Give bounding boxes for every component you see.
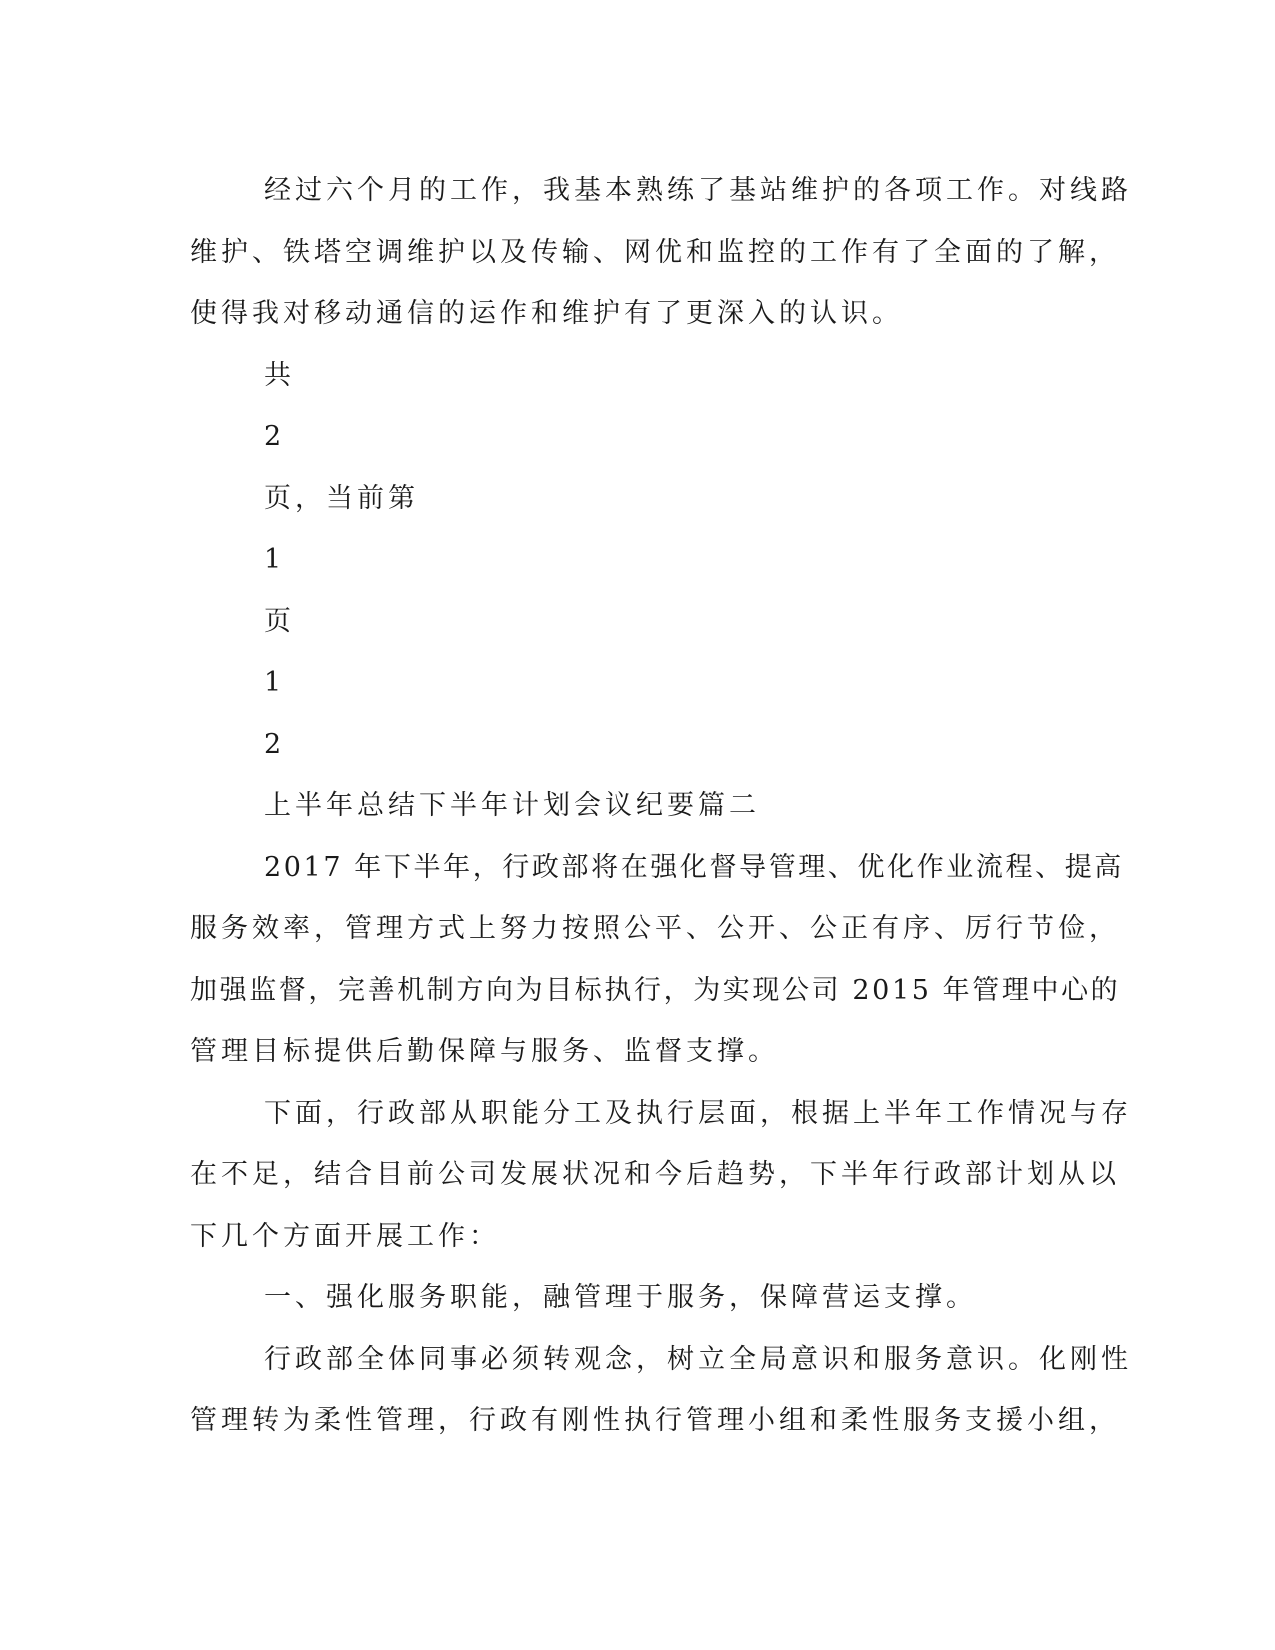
paragraph-line: 管理转为柔性管理，行政有刚性执行管理小组和柔性服务支援小组， [190, 1405, 1120, 1436]
paragraph-line: 行政部全体同事必须转观念，树立全局意识和服务意识。化刚性 [264, 1343, 1132, 1375]
section-heading: 上半年总结下半年计划会议纪要篇二 [264, 790, 760, 821]
page-counter-total-label: 共 [264, 359, 295, 391]
paragraph-line: 下面，行政部从职能分工及执行层面，根据上半年工作情况与存 [264, 1097, 1132, 1129]
page-counter-current-label: 页，当前第 [264, 482, 419, 514]
paragraph-line: 在不足，结合目前公司发展状况和今后趋势，下半年行政部计划从以 [190, 1159, 1120, 1190]
page-link-2: 2 [264, 728, 286, 760]
paragraph-line: 维护、铁塔空调维护以及传输、网优和监控的工作有了全面的了解， [190, 236, 1120, 268]
page-counter-current-value: 1 [264, 544, 286, 575]
paragraph-line: 经过六个月的工作，我基本熟练了基站维护的各项工作。对线路 [264, 175, 1132, 206]
document-body [190, 160, 1132, 1452]
paragraph-line: 2017 年下半年，行政部将在强化督导管理、优化作业流程、提高 [264, 851, 1124, 883]
list-item-heading: 一、强化服务职能，融管理于服务，保障营运支撑。 [264, 1282, 977, 1313]
paragraph-line: 使得我对移动通信的运作和维护有了更深入的认识。 [190, 298, 903, 329]
page-link-1: 1 [264, 667, 286, 698]
page-counter-total-value: 2 [264, 421, 286, 452]
paragraph-line: 下几个方面开展工作： [190, 1220, 500, 1252]
page-counter-page-label: 页 [264, 605, 295, 637]
paragraph-line: 服务效率，管理方式上努力按照公平、公开、公正有序、厉行节俭， [190, 913, 1120, 944]
paragraph-line: 加强监督，完善机制方向为目标执行，为实现公司 2015 年管理中心的 [190, 974, 1121, 1006]
paragraph-line: 管理目标提供后勤保障与服务、监督支撑。 [190, 1036, 779, 1067]
